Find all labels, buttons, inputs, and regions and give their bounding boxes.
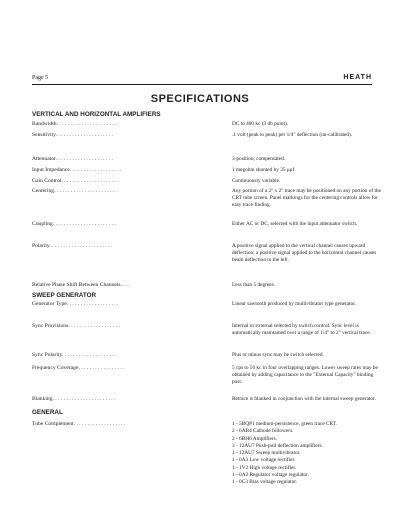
spec-row-frequency-coverage xyxy=(32,365,382,385)
spec-value: Either AC or DC, selected with the input attenuator switch. xyxy=(232,221,358,227)
spec-value: Less than 5 degrees. xyxy=(232,282,275,288)
section-vh-heading: VERTICAL AND HORIZONTAL AMPLIFIERS xyxy=(32,111,161,118)
spec-value: Retrace is blanked in conjunction with the internal sweep generator. xyxy=(232,396,376,402)
spec-label: Bandwidth. . . . . . . . . . . . . . . . . . . . . . xyxy=(32,121,117,127)
spec-label: Frequency Coverage. . . . . . . . . . . . . . . . . xyxy=(32,365,125,371)
spec-value: Linear sawtooth produced by multivibrator type generator. xyxy=(232,301,356,307)
spec-row-input-impedance xyxy=(32,167,382,177)
spec-value: Plus or minus sync may be switch selected. xyxy=(232,352,324,358)
spec-label: Centering. . . . . . . . . . . . . . . . . . . . . . xyxy=(32,188,115,194)
page-number: Page 5 xyxy=(32,75,49,81)
spec-label: Sync Polarity. . . . . . . . . . . . . . . . . . . . xyxy=(32,352,117,358)
spec-value: Continuously variable. xyxy=(232,178,281,184)
spec-row-phase-shift xyxy=(32,282,382,292)
spec-label: Input Impedance. . . . . . . . . . . . . . . . . . . xyxy=(32,167,122,173)
spec-label: Gain Control. . . . . . . . . . . . . . . . . . . . . xyxy=(32,178,119,184)
page-title: SPECIFICATIONS xyxy=(150,93,250,105)
section-sweep-heading: SWEEP GENERATOR xyxy=(32,292,97,299)
spec-row-blanking xyxy=(32,396,382,406)
spec-label: Sensitivity. . . . . . . . . . . . . . . . . . . . . xyxy=(32,132,113,138)
spec-row-bandwidth xyxy=(32,121,382,131)
spec-value: .1 volt (peak to peak) per 1/4" deflection (un-calibrated). xyxy=(232,132,353,138)
spec-row-sensitivity xyxy=(32,132,382,142)
spec-row-sync-provisions xyxy=(32,323,382,336)
tube-item: 2 - 6AB4 Cathode followers. xyxy=(232,428,294,435)
tube-item: 1 - 1V2 High voltage rectifier. xyxy=(232,464,297,471)
spec-label: Generator Type. . . . . . . . . . . . . . . . . . . xyxy=(32,301,119,307)
spec-row-attenuator xyxy=(32,156,382,166)
tube-item: 1 - 12AU7 Sweep multivibrator. xyxy=(232,450,301,457)
spec-row-polarity xyxy=(32,243,382,263)
section-general-heading: GENERAL xyxy=(32,409,63,416)
spec-label: Coupling. . . . . . . . . . . . . . . . . . . . . . . xyxy=(32,221,116,227)
spec-value: Internal or external selected by switch control. Sync level is automatically maintained over a range of 1/4" to 2" vertical trace. xyxy=(232,323,371,336)
tube-item: 1 - 5BQP1 medium-persistence, green trace CRT. xyxy=(232,421,337,427)
tube-list xyxy=(232,421,392,487)
spec-label: Blanking. . . . . . . . . . . . . . . . . . . . . . . xyxy=(32,396,116,402)
spec-value: 1 megohm shunted by 35 μμf. xyxy=(232,167,296,173)
header-rule xyxy=(32,84,372,85)
spec-value: 5 cps to 50 kc in four overlapping ranges. Lower sweep rates may be obtained by adding capacitance to the "External Capacity" binding post. xyxy=(232,365,378,385)
spec-label: Sync Provisions. . . . . . . . . . . . . . . . . . . xyxy=(32,323,120,329)
spec-row-coupling xyxy=(32,221,382,231)
tube-item: 3 - 12AU7 Push-pull deflection amplifiers. xyxy=(232,442,323,449)
spec-value: DC to 400 kc (3 db point). xyxy=(232,121,289,127)
tube-item: 1 - 0A2 Regulator voltage regulator. xyxy=(232,472,309,479)
spec-row-centering xyxy=(32,188,382,208)
spec-label: Relative Phase Shift Between Channels. . . . xyxy=(32,282,131,288)
spec-row-tube-complement xyxy=(32,421,382,491)
spec-label: Attenuator. . . . . . . . . . . . . . . . . . . . . xyxy=(32,156,113,162)
tube-item: 1 - 0A3 Low voltage rectifier. xyxy=(232,457,296,464)
spec-row-sync-polarity xyxy=(32,352,382,362)
spec-value: A positive signal applied to the vertical channel causes upward deflection; a positive signal applied to the horizontal channel causes beam deflection to the left. xyxy=(232,243,377,263)
spec-label: Polarity. . . . . . . . . . . . . . . . . . . . . . . xyxy=(32,243,113,249)
spec-row-gain-control xyxy=(32,178,382,188)
tube-item: 1 - 0C3 Bias voltage regulator. xyxy=(232,479,298,486)
brand-name: HEATH xyxy=(343,74,372,81)
spec-value: 3-position, compensated. xyxy=(232,156,286,162)
spec-row-generator-type xyxy=(32,301,382,311)
spec-value: Any portion of a 2" x 2" trace may be positioned on any portion of the CRT tube screen. Panel markings for the centering controls allow for easy trace finding. xyxy=(232,188,381,208)
tube-item: 2 - 6BH6 Amplifiers. xyxy=(232,435,278,442)
spec-label: Tube Complement. . . . . . . . . . . . . . . . . . . xyxy=(32,421,126,427)
